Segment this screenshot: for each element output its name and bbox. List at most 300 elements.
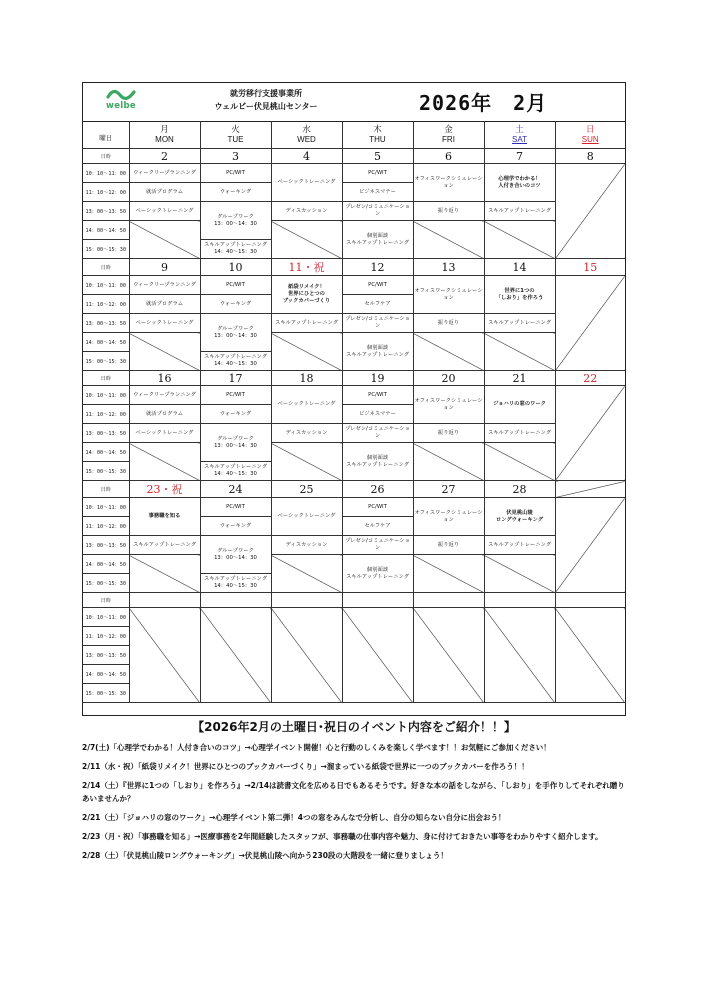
- calendar-cell: [200, 386, 271, 405]
- calendar-cell: [342, 164, 413, 183]
- event-label: スキルアップトレーニング: [487, 207, 552, 214]
- time-text: 10：10～11：00: [85, 170, 127, 177]
- event-label: ロングウォーキング: [495, 516, 544, 523]
- time-slot-label: [83, 276, 129, 295]
- event-label: 14：40～15：30: [214, 361, 257, 367]
- event-label: 世界に1つの: [504, 287, 535, 294]
- calendar-cell: [413, 498, 484, 536]
- time-text: 日時: [100, 375, 111, 382]
- date-cell: [413, 149, 484, 164]
- date-cell: [342, 481, 413, 498]
- closed-cell: [555, 498, 625, 593]
- day-number: 23・祝: [146, 483, 183, 496]
- calendar-cell: [200, 498, 271, 517]
- calendar-cell: [342, 333, 413, 371]
- event-label: 14：40～15：30: [214, 583, 257, 589]
- event-label: 個別面談: [366, 454, 389, 461]
- closed-cell: [484, 221, 555, 259]
- event-label: 14：40～15：30: [214, 471, 257, 477]
- time-text: 10：10～11：00: [85, 282, 127, 289]
- time-slot-label: [83, 555, 129, 574]
- time-text: 13：00～13：50: [85, 652, 127, 659]
- date-cell: [555, 149, 625, 164]
- closed-cell: [555, 608, 625, 703]
- closed-cell: [413, 443, 484, 481]
- calendar-cell: [413, 386, 484, 424]
- calendar-cell: [129, 202, 200, 221]
- event-label: 振り返り: [437, 207, 460, 214]
- time-text: 日時: [100, 597, 111, 604]
- weekday-wed: 水 WED: [271, 121, 342, 149]
- event-label: プレゼン/コミュニケーション: [345, 204, 410, 217]
- calendar-cell: [200, 462, 271, 481]
- calendar-cell: [342, 443, 413, 481]
- calendar-cell: [342, 424, 413, 443]
- closed-cell: [555, 276, 625, 371]
- date-cell: [129, 593, 200, 608]
- event-label: 13：00～14：30: [214, 220, 257, 227]
- calendar-cell: [342, 498, 413, 517]
- event-label: ウォーキング: [219, 410, 252, 417]
- calendar-cell: [200, 424, 271, 462]
- time-slot-label: [83, 149, 129, 164]
- date-cell: [200, 593, 271, 608]
- time-text: 14：00～14：50: [85, 561, 127, 568]
- time-slot-label: [83, 333, 129, 352]
- calendar-cell: [129, 295, 200, 314]
- time-text: 14：00～14：50: [85, 227, 127, 234]
- date-cell: [271, 593, 342, 608]
- closed-cell: [413, 333, 484, 371]
- calendar-cell: [200, 314, 271, 352]
- calendar-cell: [129, 498, 200, 536]
- calendar-cell: [271, 202, 342, 221]
- day-number: 13: [441, 260, 456, 274]
- date-cell: [200, 259, 271, 276]
- event-label: オフィスワークシミュレーション: [414, 287, 483, 301]
- calendar-cell: [271, 164, 342, 202]
- calendar-cell: [129, 536, 200, 555]
- date-cell: [129, 481, 200, 498]
- time-text: 11：10～12：00: [85, 523, 127, 530]
- event-label: 伏見桃山陵: [506, 509, 533, 516]
- calendar-cell: [484, 498, 555, 536]
- calendar-cell: [200, 276, 271, 295]
- time-slot-label: [83, 443, 129, 462]
- date-cell: [342, 149, 413, 164]
- date-cell: [484, 481, 555, 498]
- time-text: 15：00～15：30: [85, 358, 127, 365]
- calendar-cell: [342, 405, 413, 424]
- date-cell: [555, 481, 625, 498]
- date-cell: [342, 371, 413, 386]
- calendar-cell: [200, 405, 271, 424]
- calendar-cell: [271, 424, 342, 443]
- calendar-cell: [129, 314, 200, 333]
- day-number: 18: [299, 371, 314, 385]
- closed-cell: [484, 608, 555, 703]
- time-text: 14：00～14：50: [85, 449, 127, 456]
- event-label: スキルアップトレーニング: [487, 541, 552, 548]
- closed-cell: [413, 555, 484, 593]
- event-label: 事務職を知る: [148, 513, 181, 519]
- event-label: オフィスワークシミュレーション: [414, 397, 483, 411]
- event-label: スキルアップトレーニング: [487, 429, 552, 436]
- note-item: 2/14（土）『世界に1つの「しおり」を作ろう』→2/14は読書文化を広める日でもあるそうです。好きな本の話をしながら、「しおり」を手作りしてそれぞれ贈りあいませんか？: [82, 781, 625, 803]
- date-cell: [271, 371, 342, 386]
- time-text: 14：00～14：50: [85, 671, 127, 678]
- event-label: 就活プログラム: [145, 188, 184, 195]
- welbe-logo: [101, 88, 141, 116]
- closed-cell: [271, 555, 342, 593]
- calendar-cell: [342, 221, 413, 259]
- event-label: 就活プログラム: [145, 300, 184, 307]
- calendar-cell: [200, 517, 271, 536]
- event-label: スキルアップトレーニング: [203, 464, 268, 470]
- event-label: 振り返り: [437, 541, 460, 548]
- time-text: 日時: [100, 486, 111, 493]
- day-number: 10: [228, 260, 243, 274]
- calendar-cell: [271, 498, 342, 536]
- time-text: 11：10～12：00: [85, 411, 127, 418]
- time-slot-label: [83, 665, 129, 684]
- time-text: 15：00～15：30: [85, 246, 127, 253]
- time-slot-label: [83, 424, 129, 443]
- closed-cell: [484, 555, 555, 593]
- event-label: PC/WIT: [368, 169, 387, 176]
- event-label: 人付き合いのコツ: [498, 182, 541, 189]
- day-number: 20: [441, 371, 456, 385]
- date-cell: [413, 371, 484, 386]
- calendar-cell: [271, 536, 342, 555]
- calendar-cell: [129, 386, 200, 405]
- event-label: 個別面談: [366, 232, 389, 239]
- weekday-label: 曜日: [83, 121, 129, 149]
- time-slot-label: [83, 574, 129, 593]
- weekday-fri: 金 FRI: [413, 121, 484, 149]
- time-text: 14：00～14：50: [85, 339, 127, 346]
- weekday-tue: 火 TUE: [200, 121, 271, 149]
- date-cell: [555, 259, 625, 276]
- event-label: 紙袋リメイク！: [288, 284, 325, 290]
- event-label: ジョハリの窓のワーク: [493, 401, 546, 407]
- calendar-cell: [413, 202, 484, 221]
- event-label: PC/WIT: [368, 281, 387, 288]
- event-label: ウィークリープランニング: [133, 391, 196, 398]
- event-notes: [82, 718, 626, 868]
- closed-cell: [129, 555, 200, 593]
- calendar-cell: [129, 424, 200, 443]
- event-label: ウォーキング: [219, 188, 252, 195]
- calendar-cell: [342, 314, 413, 333]
- event-label: スキルアップトレーニング: [132, 541, 197, 548]
- day-number: 8: [586, 149, 594, 163]
- event-label: ベーシックトレーニング: [135, 319, 194, 326]
- event-label: 13：00～14：30: [214, 554, 257, 561]
- event-label: スキルアップトレーニング: [203, 354, 268, 360]
- event-label: PC/WIT: [226, 281, 245, 288]
- calendar-cell: [271, 386, 342, 424]
- event-label: グループワーク: [217, 325, 254, 332]
- time-slot-label: [83, 646, 129, 665]
- calendar-cell: [413, 314, 484, 333]
- event-label: 世界にひとつの: [288, 291, 325, 297]
- date-cell: [271, 149, 342, 164]
- day-number: 15: [583, 260, 598, 274]
- time-text: 日時: [100, 153, 111, 160]
- closed-cell: [129, 221, 200, 259]
- event-label: PC/WIT: [226, 169, 245, 176]
- day-number: 28: [512, 482, 527, 496]
- date-cell: [413, 481, 484, 498]
- logo-text: welbe: [106, 101, 136, 111]
- time-slot-label: [83, 593, 129, 608]
- closed-cell: [271, 333, 342, 371]
- closed-cell: [484, 443, 555, 481]
- day-number: 22: [583, 371, 598, 385]
- date-cell: [129, 371, 200, 386]
- time-slot-label: [83, 371, 129, 386]
- day-number: 24: [228, 482, 243, 496]
- day-number: 27: [441, 482, 456, 496]
- time-slot-label: [83, 386, 129, 405]
- event-label: プレゼン/コミュニケーション: [345, 316, 410, 329]
- calendar-cell: [413, 164, 484, 202]
- office-type: 就労移行支援事業所: [230, 89, 302, 98]
- time-text: 13：00～13：50: [85, 542, 127, 549]
- day-number: 6: [445, 149, 452, 163]
- calendar-table: [83, 121, 625, 703]
- time-text: 15：00～15：30: [85, 580, 127, 587]
- calendar-cell: [342, 183, 413, 202]
- time-text: 13：00～13：50: [85, 320, 127, 327]
- event-label: 心理学でわかる！: [498, 175, 541, 182]
- event-label: スキルアップトレーニング: [345, 351, 410, 358]
- event-label: 振り返り: [437, 429, 460, 436]
- day-number: 25: [299, 482, 314, 496]
- date-cell: [129, 259, 200, 276]
- time-text: 10：10～11：00: [85, 504, 127, 511]
- event-label: プレゼン/コミュニケーション: [345, 426, 410, 439]
- event-label: グループワーク: [217, 435, 254, 442]
- event-label: オフィスワークシミュレーション: [414, 509, 483, 523]
- day-number: 5: [374, 149, 381, 163]
- time-slot-label: [83, 352, 129, 371]
- wave-logo-icon: [106, 88, 136, 102]
- note-item: 2/7(土)「心理学でわかる！人付き合いのコツ」→心理学イベント開催！心と行動のしくみを楽しく学べます！！お気軽にご参加ください！: [82, 743, 551, 752]
- closed-cell: [129, 333, 200, 371]
- time-slot-label: [83, 462, 129, 481]
- event-label: 振り返り: [437, 319, 460, 326]
- calendar-cell: [484, 276, 555, 314]
- calendar-cell: [342, 295, 413, 314]
- date-cell: [342, 593, 413, 608]
- event-label: 就活プログラム: [145, 410, 184, 417]
- calendar-frame: [82, 82, 626, 716]
- event-label: 13：00～14：30: [214, 442, 257, 449]
- weekday-sat: 土 SAT: [484, 121, 555, 149]
- calendar-cell: [129, 183, 200, 202]
- calendar-cell: [484, 536, 555, 555]
- time-slot-label: [83, 295, 129, 314]
- calendar-cell: [200, 164, 271, 183]
- time-slot-label: [83, 536, 129, 555]
- calendar-cell: [129, 164, 200, 183]
- event-label: 14：40～15：30: [214, 249, 257, 255]
- event-label: ウォーキング: [219, 522, 252, 529]
- closed-cell: [200, 608, 271, 703]
- event-label: ブックカバーづくり: [282, 298, 331, 304]
- calendar-cell: [342, 536, 413, 555]
- event-label: ウォーキング: [219, 300, 252, 307]
- date-cell: [200, 149, 271, 164]
- event-label: 個別面談: [366, 344, 389, 351]
- closed-cell: [555, 386, 625, 481]
- day-number: 11・祝: [288, 261, 325, 274]
- event-label: ベーシックトレーニング: [135, 207, 194, 214]
- calendar-cell: [200, 240, 271, 259]
- calendar-cell: [342, 276, 413, 295]
- weekday-sun: 日 SUN: [555, 121, 625, 149]
- closed-cell: [271, 221, 342, 259]
- calendar-cell: [271, 276, 342, 314]
- time-text: 10：10～11：00: [85, 392, 127, 399]
- date-cell: [484, 149, 555, 164]
- day-number: 7: [516, 149, 523, 163]
- day-number: 9: [161, 260, 168, 274]
- time-slot-label: [83, 240, 129, 259]
- note-item: 2/23（月・祝）「事務職を知る」→医療事務を2年間経験したスタッフが、事務職の仕事内容や魅力、身に付けておきたい事等をわかりやすく紹介します。: [82, 832, 603, 841]
- time-slot-label: [83, 259, 129, 276]
- time-slot-label: [83, 164, 129, 183]
- closed-cell: [413, 608, 484, 703]
- event-label: 13：00～14：30: [214, 332, 257, 339]
- notes-title: 【2026年2月の土曜日･祝日のイベント内容をご紹介！！】: [192, 720, 516, 734]
- calendar-cell: [484, 314, 555, 333]
- calendar-cell: [129, 276, 200, 295]
- time-text: 13：00～13：50: [85, 430, 127, 437]
- time-slot-label: [83, 627, 129, 646]
- time-slot-label: [83, 517, 129, 536]
- time-text: 15：00～15：30: [85, 468, 127, 475]
- event-label: PC/WIT: [368, 391, 387, 398]
- event-label: ディスカッション: [285, 429, 328, 436]
- event-label: スキルアップトレーニング: [487, 319, 552, 326]
- calendar-cell: [271, 314, 342, 333]
- time-text: 13：00～13：50: [85, 208, 127, 215]
- calendar-cell: [342, 202, 413, 221]
- event-label: ディスカッション: [285, 207, 328, 214]
- day-number: 14: [512, 260, 527, 274]
- closed-cell: [271, 608, 342, 703]
- calendar-cell: [413, 536, 484, 555]
- closed-cell: [484, 333, 555, 371]
- weekday-mon: 月 MON: [129, 121, 200, 149]
- date-cell: [342, 259, 413, 276]
- time-text: 10：10～11：00: [85, 614, 127, 621]
- event-label: ベーシックトレーニング: [277, 179, 336, 185]
- event-label: PC/WIT: [368, 503, 387, 510]
- event-label: グループワーク: [217, 213, 254, 220]
- event-label: ビジネスマナー: [359, 188, 396, 195]
- date-cell: [484, 259, 555, 276]
- date-cell: [484, 371, 555, 386]
- closed-cell: [271, 443, 342, 481]
- note-item: 2/11（水・祝）「紙袋リメイク！世界にひとつのブックカバーづくり」→溜まっている紙袋で世界に一つのブックカバーを作ろう！！: [82, 762, 529, 771]
- time-slot-label: [83, 221, 129, 240]
- event-label: ベーシックトレーニング: [277, 513, 336, 519]
- event-label: ウィークリープランニング: [133, 281, 196, 288]
- closed-cell: [555, 164, 625, 259]
- time-text: 11：10～12：00: [85, 301, 127, 308]
- event-label: セルフケア: [364, 300, 391, 307]
- event-label: ビジネスマナー: [359, 410, 396, 417]
- day-number: 12: [370, 260, 385, 274]
- day-number: 26: [370, 482, 385, 496]
- event-label: PC/WIT: [226, 503, 245, 510]
- event-label: スキルアップトレーニング: [203, 576, 268, 582]
- time-slot-label: [83, 498, 129, 517]
- time-text: 15：00～15：30: [85, 690, 127, 697]
- day-number: 3: [232, 149, 239, 163]
- date-cell: [200, 371, 271, 386]
- time-slot-label: [83, 405, 129, 424]
- closed-cell: [129, 443, 200, 481]
- time-slot-label: [83, 608, 129, 627]
- date-cell: [413, 593, 484, 608]
- note-item: 2/28（土）「伏見桃山陵ロングウォーキング」→伏見桃山陵へ向かう230段の大階段を一緒に登りましょう！: [82, 851, 448, 860]
- calendar-cell: [200, 352, 271, 371]
- calendar-cell: [200, 202, 271, 240]
- event-label: スキルアップトレーニング: [274, 319, 339, 326]
- event-label: ウィークリープランニング: [133, 169, 196, 176]
- time-text: 11：10～12：00: [85, 189, 127, 196]
- event-label: スキルアップトレーニング: [345, 573, 410, 580]
- calendar-cell: [484, 386, 555, 424]
- time-slot-label: [83, 684, 129, 703]
- event-label: PC/WIT: [226, 391, 245, 398]
- time-slot-label: [83, 183, 129, 202]
- time-text: 11：10～12：00: [85, 633, 127, 640]
- calendar-cell: [484, 202, 555, 221]
- page-title: 2026年 2月: [419, 91, 548, 115]
- closed-cell: [129, 608, 200, 703]
- event-label: 個別面談: [366, 566, 389, 573]
- event-label: グループワーク: [217, 547, 254, 554]
- date-cell: [555, 371, 625, 386]
- calendar-cell: [484, 424, 555, 443]
- calendar-cell: [200, 183, 271, 202]
- event-label: スキルアップトレーニング: [345, 239, 410, 246]
- date-cell: [484, 593, 555, 608]
- calendar-cell: [342, 386, 413, 405]
- event-label: プレゼン/コミュニケーション: [345, 538, 410, 551]
- day-number: 19: [370, 371, 385, 385]
- event-label: 「しおり」を作ろう: [495, 294, 544, 301]
- event-label: セルフケア: [364, 522, 391, 529]
- note-item: 2/21（土）「ジョハリの窓のワーク」→心理学イベント第二弾！4つの窓をみんなで分析し、自分の知らない自分に出会おう！: [82, 813, 506, 822]
- date-cell: [200, 481, 271, 498]
- event-label: スキルアップトレーニング: [345, 461, 410, 468]
- closed-cell: [342, 608, 413, 703]
- calendar-cell: [200, 536, 271, 574]
- calendar-cell: [129, 405, 200, 424]
- date-cell: [271, 259, 342, 276]
- day-number: 4: [303, 149, 310, 163]
- closed-cell: [413, 221, 484, 259]
- event-label: スキルアップトレーニング: [203, 242, 268, 248]
- calendar-cell: [484, 164, 555, 202]
